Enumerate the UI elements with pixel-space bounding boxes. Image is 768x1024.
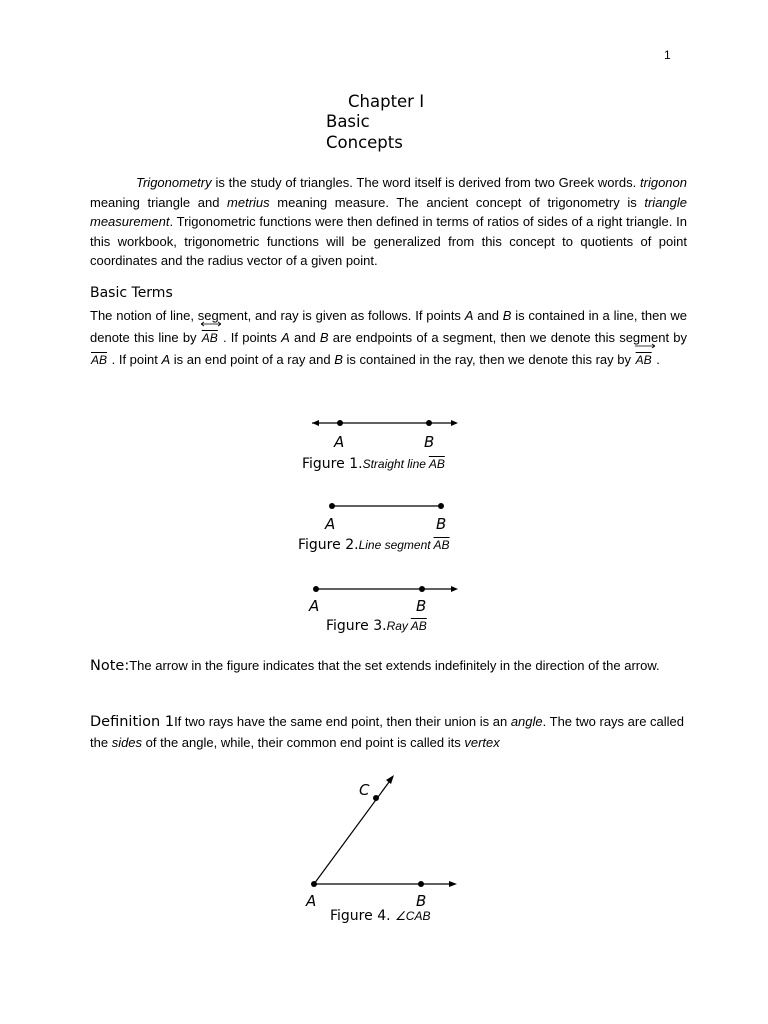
figure-2-caption: Figure 2.Line segment $\overline{AB}$ (298, 537, 450, 553)
chapter-subtitle-line2: Concepts (326, 133, 403, 152)
intro-paragraph: Trigonometry is the study of triangles. The word itself is derived from two Greek words. trigonon meaning triangle and metrius meaning measure. The ancient concept of trigonometry is triangle measurement. Trigonometric functions were then defined in terms of ratios of sides of a right triangle. In this workbook, trigonometric functions will be generalized from this concept to quotients of point coordinates and the radius vector of a given point. (90, 175, 687, 268)
fig2-label-a: A (325, 515, 336, 533)
fig4-label-b: B (416, 892, 427, 910)
note-label: Note: (90, 658, 130, 674)
fig4-label-a: A (306, 892, 317, 910)
figure-4-caption: Figure 4. ∠CAB (330, 908, 431, 924)
definition-label: Definition 1 (90, 714, 175, 730)
line-ab-notation: AB (201, 327, 219, 349)
page-number: 1 (664, 48, 671, 62)
segment-ab-notation: $\overline{AB}$ (91, 353, 108, 367)
fig4-label-c: C (359, 781, 370, 799)
figure-1-caption: Figure 1.Straight line $\overline{AB}$ (302, 456, 445, 472)
fig3-label-b: B (416, 597, 427, 615)
figure-3-caption: Figure 3.Ray $\overline{AB}$ (326, 618, 427, 634)
fig1-label-a: A (334, 433, 345, 451)
note: Note:The arrow in the figure indicates that the set extends indefinitely in the direction of the arrow. (90, 658, 660, 674)
fig2-label-b: B (436, 515, 447, 533)
ray-ab-notation: AB (635, 349, 653, 371)
fig3-label-a: A (309, 597, 320, 615)
figure-4-angle (300, 770, 470, 910)
basic-terms-paragraph: The notion of line, segment, and ray is given as follows. If points A and B is contained in a line, then we denote this line by AB . If points A and B are endpoints of a segment, then we denote this segment by $\overline{AB}$ . If point A is an end point of a ray and B is contained in the ray, then we denote this ray by AB . (90, 305, 687, 371)
figure-3-ray (306, 578, 466, 620)
basic-terms-heading: Basic Terms (90, 285, 173, 301)
fig1-label-b: B (424, 433, 435, 451)
figure-1-line (306, 410, 466, 452)
chapter-subtitle-line1: Basic (326, 112, 370, 131)
chapter-title: Chapter I (348, 92, 425, 111)
definition-1: Definition 1If two rays have the same end point, then their union is an angle. The two rays are called the sides of the angle, while, their common end point is called its vertex (90, 714, 685, 750)
figure-2-segment (320, 494, 460, 536)
